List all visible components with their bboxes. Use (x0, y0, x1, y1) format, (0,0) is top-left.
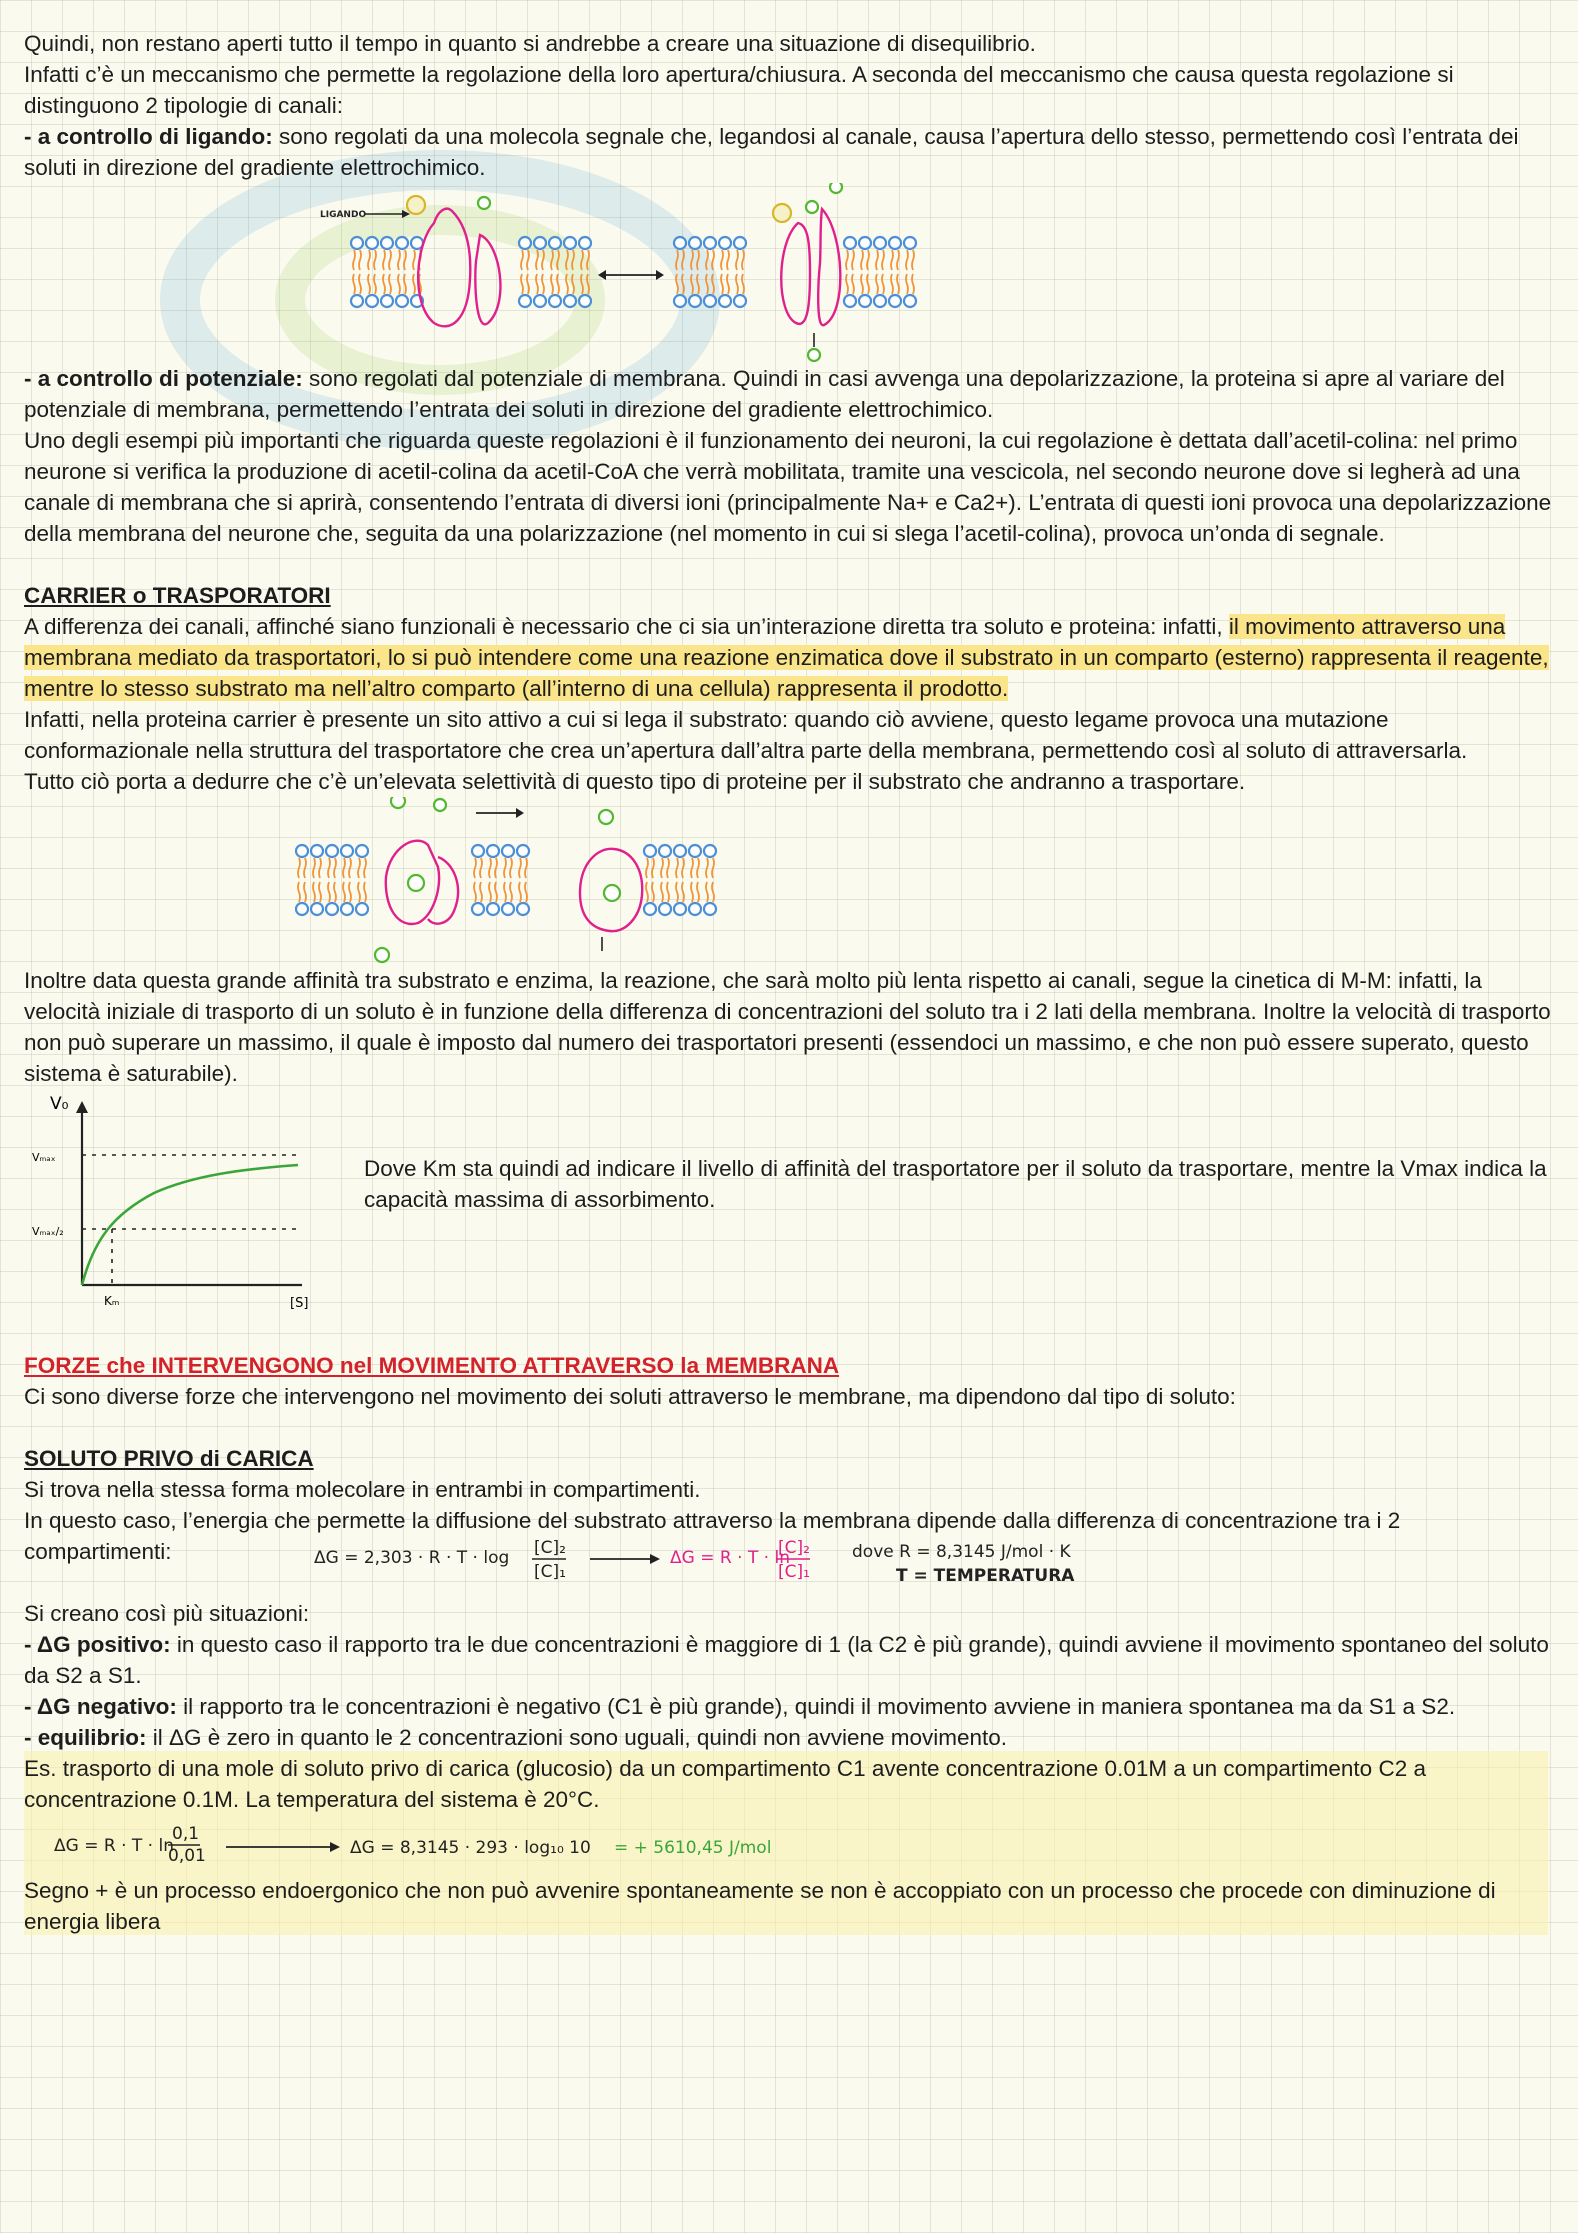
lipid-bilayer-segment (351, 237, 423, 307)
carrier-figure (24, 797, 1554, 965)
phospholipid-head (564, 295, 576, 307)
ligand-label: LIGANDO (320, 210, 367, 220)
lipid-tail (697, 882, 699, 902)
phospholipid-head (549, 237, 561, 249)
lipid-tail (368, 274, 370, 294)
lipid-tail (682, 858, 684, 878)
lipid-tail (298, 858, 300, 878)
temperature-note: T = TEMPERATURA (896, 1566, 1075, 1586)
lipid-tail (882, 250, 884, 270)
lipid-tail (319, 858, 321, 878)
lipid-bilayer-segment (674, 237, 746, 307)
carrier-paragraph-4: Inoltre data questa grande affinità tra substrato e enzima, la reazione, che sarà molto più lenta rispetto ai canali, segue la cinetica di M-M: infatti, la velocità iniziale di trasporto di un soluto è in funzione della differenza di concentrazioni del soluto tra i 2 lati della membrana. Inoltre la velocità di trasporto non può superare un massimo, il quale è imposto dal numero dei trasportatori presenti (essendoci un massimo, e che non può essere superato, questo sistema è saturabile). (24, 968, 1551, 1086)
phospholipid-head (674, 845, 686, 857)
formula-ln-denominator: [C]₁ (778, 1562, 810, 1582)
equilibrium-term: - equilibrio: (24, 1725, 147, 1750)
lipid-tail (328, 858, 330, 878)
calc-numerator: 0,1 (172, 1824, 200, 1844)
lipid-tail (667, 882, 669, 902)
lipid-tail (334, 882, 336, 902)
vmax-label: Vₘₐₓ (32, 1151, 56, 1164)
forces-paragraph: Ci sono diverse forze che intervengono nel movimento dei soluti attraverso le membrane, ma dipendono dal tipo di soluto: (24, 1384, 1236, 1409)
calc-arrowhead (330, 1842, 340, 1852)
lipid-tail (527, 250, 529, 270)
gas-constant-note: dove R = 8,3145 J/mol · K (852, 1542, 1071, 1562)
phospholipid-head (874, 237, 886, 249)
phospholipid-head (381, 237, 393, 249)
lipid-tail (521, 250, 523, 270)
lipid-tail (706, 882, 708, 902)
lipid-tail (867, 274, 869, 294)
formula-log-numerator: [C]₂ (534, 1538, 566, 1558)
lipid-tail (383, 250, 385, 270)
lipid-tail (876, 250, 878, 270)
lipid-tail (480, 858, 482, 878)
lipid-tail (706, 274, 708, 294)
lipid-tail (646, 882, 648, 902)
equilibrium-item (24, 1722, 1554, 1753)
lipid-tail (661, 858, 663, 878)
lipid-tail (319, 882, 321, 902)
solute-molecule (391, 797, 405, 808)
lipid-tail (706, 250, 708, 270)
formula-arrowhead (650, 1554, 660, 1564)
lipid-tail (398, 274, 400, 294)
delta-g-positive-text: in questo caso il rapporto tra le due concentrazioni è maggiore di 1 (la C2 è più grande), quindi avviene il movimento spontaneo del soluto da S2 a S1. (24, 1632, 1549, 1688)
lipid-tail (891, 250, 893, 270)
lipid-tail (906, 250, 908, 270)
lipid-tail (882, 274, 884, 294)
lipid-tail (489, 882, 491, 902)
lipid-tail (682, 882, 684, 902)
phospholipid-head (704, 903, 716, 915)
lipid-tail (676, 250, 678, 270)
phospholipid-head (517, 845, 529, 857)
delta-g-negative-term: - ΔG negativo: (24, 1694, 177, 1719)
lipid-tail (343, 858, 345, 878)
lipid-tail (736, 274, 738, 294)
phospholipid-head (674, 295, 686, 307)
lipid-tail (566, 250, 568, 270)
solute-molecule (375, 948, 389, 962)
lipid-tail (527, 274, 529, 294)
phospholipid-head (351, 237, 363, 249)
lipid-tail (313, 882, 315, 902)
lipid-tail (525, 858, 527, 878)
lipid-tail (852, 274, 854, 294)
double-arrow-right-head (656, 270, 664, 280)
intro-paragraph-2: Infatti c’è un meccanismo che permette la regolazione della loro apertura/chiusura. A seconda del meccanismo che causa questa regolazione si distinguono 2 tipologie di canali: (24, 62, 1454, 118)
phospholipid-head (704, 237, 716, 249)
lipid-tail (359, 274, 361, 294)
lipid-tail (676, 882, 678, 902)
lipid-tail (413, 250, 415, 270)
lipid-tail (727, 250, 729, 270)
formula-ln: ΔG = R · T · ln (670, 1548, 790, 1568)
lipid-bilayer-segment (644, 845, 716, 915)
delta-g-negative-text: il rapporto tra le concentrazioni è negativo (C1 è più grande), quindi il movimento avviene in maniera spontanea ma da S1 a S2. (176, 1694, 1456, 1719)
carrier-paragraph-3: Tutto ciò porta a dedurre che c’è un’elevata selettività di questo tipo di proteine per il substrato che andranno a trasportare. (24, 769, 1246, 794)
lipid-tail (525, 882, 527, 902)
lipid-tail (581, 274, 583, 294)
lipid-tail (364, 858, 366, 878)
lipid-tail (551, 274, 553, 294)
lipid-tail (358, 882, 360, 902)
lipid-tail (852, 250, 854, 270)
lipid-tail (691, 274, 693, 294)
phospholipid-head (889, 295, 901, 307)
km-vmax-caption: Dove Km sta quindi ad indicare il livello di affinità del trasportatore per il soluto da trasportare, mentre la Vmax indica la capacità massima di assorbimento. (364, 1156, 1547, 1212)
phospholipid-head (859, 237, 871, 249)
delta-g-negative (24, 1691, 1554, 1722)
open-channel-left-half (781, 223, 810, 324)
phospholipid-head (366, 237, 378, 249)
lipid-tail (712, 274, 714, 294)
lipid-tail (652, 858, 654, 878)
lipid-tail (542, 274, 544, 294)
phospholipid-head (889, 237, 901, 249)
lipid-tail (474, 858, 476, 878)
lipid-tail (712, 882, 714, 902)
lipid-tail (389, 274, 391, 294)
phospholipid-head (689, 295, 701, 307)
phospholipid-head (844, 295, 856, 307)
delta-g-formula (284, 1533, 1284, 1593)
lipid-tail (697, 274, 699, 294)
phospholipid-head (381, 295, 393, 307)
phospholipid-head (396, 237, 408, 249)
lipid-tail (721, 250, 723, 270)
example-block (24, 1753, 1554, 1937)
lipid-tail (504, 882, 506, 902)
phospholipid-head (659, 903, 671, 915)
phospholipid-head (659, 845, 671, 857)
lipid-tail (551, 250, 553, 270)
conclusion-paragraph: Segno + è un processo endoergonico che non può avvenire spontaneamente se non è accoppiato con un processo che procede con diminuzione di energia libera (24, 1878, 1496, 1934)
uncharged-paragraph-2: In questo caso, l’energia che permette la diffusione del substrato attraverso la membrana dipende dalla differenza di concentrazione tra i 2 compartimenti: (24, 1508, 1401, 1564)
lipid-tail (557, 250, 559, 270)
calc-ln-formula: ΔG = R · T · ln (54, 1836, 174, 1856)
lipid-tail (706, 858, 708, 878)
phospholipid-head (519, 295, 531, 307)
lipid-tail (691, 858, 693, 878)
calc-result: = + 5610,45 J/mol (614, 1838, 772, 1858)
lipid-tail (721, 274, 723, 294)
lipid-tail (521, 274, 523, 294)
lipid-tail (587, 250, 589, 270)
phospholipid-head (719, 237, 731, 249)
lipid-tail (587, 274, 589, 294)
lipid-tail (489, 858, 491, 878)
forces-heading: FORZE che INTERVENGONO nel MOVIMENTO ATTRAVERSO la MEMBRANA (24, 1353, 840, 1378)
lipid-tail (912, 274, 914, 294)
lipid-tail (519, 858, 521, 878)
lipid-tail (912, 250, 914, 270)
lipid-tail (742, 274, 744, 294)
phospholipid-head (396, 295, 408, 307)
carrier-heading: CARRIER o TRASPORATORI (24, 583, 331, 608)
phospholipid-head (734, 295, 746, 307)
situations-intro: Si creano così più situazioni: (24, 1601, 310, 1626)
phospholipid-head (502, 903, 514, 915)
phospholipid-head (874, 295, 886, 307)
phospholipid-head (341, 903, 353, 915)
lipid-tail (676, 858, 678, 878)
carrier-arrowhead (516, 808, 524, 818)
phospholipid-head (734, 237, 746, 249)
uncharged-paragraph-1: Si trova nella stessa forma molecolare in entrambi in compartimenti. (24, 1477, 701, 1502)
lipid-tail (691, 882, 693, 902)
carrier-paragraph-2: Infatti, nella proteina carrier è presente un sito attivo a cui si lega il substrato: quando ciò avviene, questo legame provoca una mutazione conformazionale nella struttura del trasportatore che crea un’apertura dall’altra parte della membrana, permettendo così al soluto di attraversarla. (24, 707, 1468, 763)
lipid-tail (353, 250, 355, 270)
lipid-tail (374, 250, 376, 270)
carrier-paragraph-1 (24, 611, 1554, 704)
formula-log: ΔG = 2,303 · R · T · log (314, 1548, 510, 1568)
phospholipid-head (534, 295, 546, 307)
lipid-tail (712, 250, 714, 270)
phospholipid-head (341, 845, 353, 857)
x-axis-label: [S] (290, 1296, 309, 1311)
closed-channel-left-half (418, 209, 470, 327)
ligand-gated-paragraph (24, 121, 1554, 183)
phospholipid-head (502, 845, 514, 857)
lipid-tail (742, 250, 744, 270)
phospholipid-head (296, 845, 308, 857)
uncharged-paragraph-2-block (24, 1505, 1554, 1586)
lipid-tail (474, 882, 476, 902)
lipid-tail (519, 882, 521, 902)
michaelis-menten-graph (24, 1089, 324, 1319)
y-axis-label: V₀ (50, 1094, 69, 1114)
solute-molecule (808, 349, 820, 361)
phospholipid-head (351, 295, 363, 307)
lipid-tail (846, 274, 848, 294)
lipid-tail (906, 274, 908, 294)
lipid-tail (691, 250, 693, 270)
ligand-gated-text: sono regolati da una molecola segnale che, legandosi al canale, causa l’apertura dello stesso, permettendo così l’entrata dei soluti in direzione del gradiente elettrochimico. (24, 124, 1519, 180)
lipid-tail (566, 274, 568, 294)
lipid-tail (413, 274, 415, 294)
carrier-protein-right-lobe (428, 857, 458, 924)
lipid-tail (364, 882, 366, 902)
y-axis-arrowhead (76, 1101, 88, 1113)
lipid-tail (697, 250, 699, 270)
lipid-tail (861, 274, 863, 294)
lipid-tail (313, 858, 315, 878)
calc-substitution: ΔG = 8,3145 · 293 · log₁₀ 10 (350, 1838, 591, 1858)
vmax-half-label: Vₘₐₓ/₂ (32, 1225, 64, 1238)
phospholipid-head (356, 903, 368, 915)
phospholipid-head (472, 903, 484, 915)
carrier-diagram (24, 797, 1554, 965)
ligand-channel-diagram (24, 183, 1554, 363)
lipid-tail (359, 250, 361, 270)
lipid-tail (504, 858, 506, 878)
open-channel-right-half (818, 209, 840, 325)
phospholipid-head (674, 903, 686, 915)
intro-paragraph-1: Quindi, non restano aperti tutto il tempo in quanto si andrebbe a creare una situazione di disequilibrio. (24, 31, 1036, 56)
michaelis-menten-curve (82, 1165, 298, 1285)
lipid-tail (861, 250, 863, 270)
solute-molecule (830, 183, 842, 193)
phospholipid-head (704, 845, 716, 857)
lipid-tail (542, 250, 544, 270)
phospholipid-head (311, 903, 323, 915)
phospholipid-head (517, 903, 529, 915)
lipid-tail (404, 274, 406, 294)
phospholipid-head (356, 845, 368, 857)
solute-molecule (806, 201, 818, 213)
lipid-tail (480, 882, 482, 902)
lipid-tail (581, 250, 583, 270)
lipid-tail (536, 274, 538, 294)
phospholipid-head (472, 845, 484, 857)
lipid-tail (328, 882, 330, 902)
lipid-tail (374, 274, 376, 294)
phospholipid-head (844, 237, 856, 249)
voltage-gated-paragraph (24, 363, 1554, 425)
phospholipid-head (326, 845, 338, 857)
lipid-tail (334, 858, 336, 878)
phospholipid-head (904, 237, 916, 249)
lipid-tail (495, 882, 497, 902)
ligand-channel-figure (24, 183, 1554, 363)
lipid-bilayer-segment (519, 237, 591, 307)
phospholipid-head (644, 903, 656, 915)
bound-ligand-molecule (773, 204, 791, 222)
phospholipid-head (519, 237, 531, 249)
uncharged-solute-heading: SOLUTO PRIVO di CARICA (24, 1446, 314, 1471)
lipid-tail (667, 858, 669, 878)
lipid-tail (572, 250, 574, 270)
example-calculation (24, 1815, 1554, 1875)
lipid-bilayer-segment (296, 845, 368, 915)
formula-ln-numerator: [C]₂ (778, 1538, 810, 1558)
phospholipid-head (579, 237, 591, 249)
lipid-tail (682, 250, 684, 270)
lipid-tail (536, 250, 538, 270)
lipid-tail (349, 858, 351, 878)
equilibrium-text: il ΔG è zero in quanto le 2 concentrazioni sono uguali, quindi non avviene movimento. (146, 1725, 1008, 1750)
michaelis-menten-section (24, 1089, 1554, 1319)
lipid-tail (846, 250, 848, 270)
closed-channel-right-half (475, 235, 500, 324)
phospholipid-head (296, 903, 308, 915)
lipid-tail (349, 882, 351, 902)
carrier-highlighted-text: il movimento attraverso una membrana mediato da trasportatori, lo si può intendere come una reazione enzimatica dove il substrato in un comparto (esterno) rappresenta il reagente, mentre lo stesso substrato ma nell’altro comparto (all’interno di una cellula) rappresenta il prodotto. (24, 614, 1549, 701)
lipid-bilayer-segment (472, 845, 529, 915)
phospholipid-head (579, 295, 591, 307)
delta-g-positive (24, 1629, 1554, 1691)
lipid-tail (712, 858, 714, 878)
lipid-tail (876, 274, 878, 294)
solute-molecule (434, 799, 446, 811)
phospholipid-head (704, 295, 716, 307)
phospholipid-head (311, 845, 323, 857)
lipid-tail (727, 274, 729, 294)
km-label: Kₘ (104, 1294, 120, 1308)
voltage-gated-text: sono regolati dal potenziale di membrana. Quindi in casi avvenga una depolarizzazione, la proteina si apre al variare del potenziale di membrana, permettendo l’entrata dei soluti in direzione del gradiente elettrochimico. (24, 366, 1505, 422)
lipid-tail (676, 274, 678, 294)
phospholipid-head (689, 845, 701, 857)
lipid-tail (661, 882, 663, 902)
lipid-tail (891, 274, 893, 294)
solute-molecule (599, 810, 613, 824)
lipid-tail (398, 250, 400, 270)
lipid-tail (358, 858, 360, 878)
phospholipid-head (487, 903, 499, 915)
phospholipid-head (564, 237, 576, 249)
example-paragraph: Es. trasporto di una mole di soluto privo di carica (glucosio) da un compartimento C1 avente concentrazione 0.01M a un compartimento C2 a concentrazione 0.1M. La temperatura del sistema è 20°C. (24, 1756, 1426, 1812)
lipid-tail (697, 858, 699, 878)
lipid-tail (897, 250, 899, 270)
phospholipid-head (534, 237, 546, 249)
lipid-tail (343, 882, 345, 902)
phospholipid-head (366, 295, 378, 307)
phospholipid-head (644, 845, 656, 857)
lipid-tail (304, 858, 306, 878)
ligand-gated-term: - a controllo di ligando: (24, 124, 273, 149)
lipid-tail (495, 858, 497, 878)
lipid-tail (389, 250, 391, 270)
ligand-molecule (407, 196, 425, 214)
solute-molecule (478, 197, 490, 209)
lipid-tail (646, 858, 648, 878)
lipid-tail (557, 274, 559, 294)
lipid-tail (298, 882, 300, 902)
lipid-tail (897, 274, 899, 294)
phospholipid-head (904, 295, 916, 307)
phospholipid-head (326, 903, 338, 915)
lipid-tail (682, 274, 684, 294)
lipid-tail (652, 882, 654, 902)
formula-log-denominator: [C]₁ (534, 1562, 566, 1582)
lipid-tail (867, 250, 869, 270)
phospholipid-head (487, 845, 499, 857)
lipid-tail (383, 274, 385, 294)
calc-denominator: 0,01 (168, 1846, 206, 1866)
phospholipid-head (859, 295, 871, 307)
solute-molecule (604, 885, 620, 901)
lipid-tail (304, 882, 306, 902)
lipid-bilayer-segment (844, 237, 916, 307)
phospholipid-head (674, 237, 686, 249)
neuron-example-paragraph: Uno degli esempi più importanti che riguarda queste regolazioni è il funzionamento dei neuroni, la cui regolazione è dettata dall’acetil-colina: nel primo neurone si verifica la produzione di acetil-colina da acetil-CoA che verrà mobilitata, tramite una vescicola, nel secondo neurone dove si legherà ad una canale di membrana che si aprirà, consentendo l’entrata di diversi ioni (principalmente Na+ e Ca2+). L’entrata di questi ioni provoca una depolarizzazione della membrana del neurone che, seguita da una polarizzazione (nel momento in cui si slega l’acetil-colina), provoca un’onda di segnale. (24, 428, 1552, 546)
phospholipid-head (549, 295, 561, 307)
phospholipid-head (689, 903, 701, 915)
carrier-paragraph-1-plain: A differenza dei canali, affinché siano funzionali è necessario che ci sia un’interazione diretta tra soluto e proteina: infatti, (24, 614, 1229, 639)
lipid-tail (353, 274, 355, 294)
lipid-tail (736, 250, 738, 270)
lipid-tail (510, 882, 512, 902)
lipid-tail (368, 250, 370, 270)
calculation-formula (54, 1815, 1154, 1875)
phospholipid-head (719, 295, 731, 307)
lipid-tail (404, 250, 406, 270)
document-page (24, 28, 1554, 1937)
voltage-gated-term: - a controllo di potenziale: (24, 366, 303, 391)
phospholipid-head (689, 237, 701, 249)
solute-molecule (408, 875, 424, 891)
lipid-tail (572, 274, 574, 294)
double-arrow-left-head (598, 270, 606, 280)
delta-g-positive-term: - ΔG positivo: (24, 1632, 171, 1657)
lipid-tail (510, 858, 512, 878)
